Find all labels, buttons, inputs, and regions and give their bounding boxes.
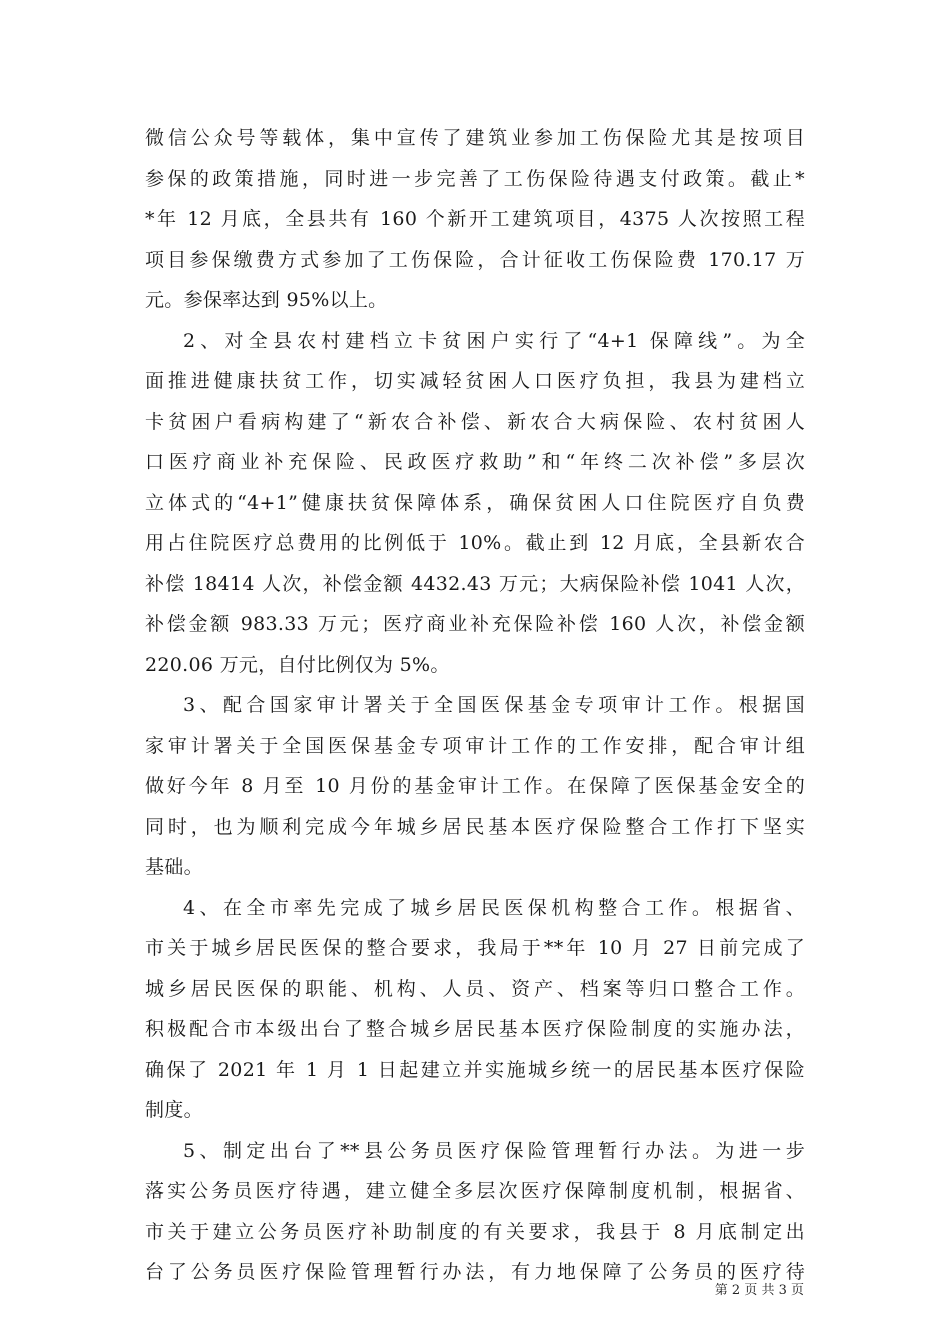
text-line: 做好今年 8 月至 10 月份的基金审计工作。在保障了医保基金安全的 bbox=[145, 775, 805, 797]
text-line: 参保的政策措施，同时进一步完善了工伤保险待遇支付政策。截止* bbox=[145, 167, 805, 190]
text-line: 用占住院医疗总费用的比例低于 10%。截止到 12 月底，全县新农合 bbox=[145, 532, 805, 554]
text-line: 补偿 18414 人次，补偿金额 4432.43 万元；大病保险补偿 1041 人次， bbox=[145, 572, 805, 595]
text-line: 落实公务员医疗待遇，建立健全多层次医疗保障制度机制，根据省、 bbox=[145, 1180, 805, 1202]
text-line: *年 12 月底，全县共有 160 个新开工建筑项目，4375 人次按照工程 bbox=[145, 208, 805, 230]
text-line: 项目参保缴费方式参加了工伤保险，合计征收工伤保险费 170.17 万 bbox=[145, 248, 805, 271]
paragraph-3-heading-line: 3、配合国家审计署关于全国医保基金专项审计工作。根据国 bbox=[183, 694, 805, 716]
page-number: 第 2 页 共 3 页 bbox=[714, 1283, 804, 1298]
text-line: 元。参保率达到 95%以上。 bbox=[145, 289, 388, 311]
text-line: 家审计署关于全国医保基金专项审计工作的工作安排，配合审计组 bbox=[145, 734, 805, 757]
text-line: 积极配合市本级出台了整合城乡居民基本医疗保险制度的实施办法， bbox=[145, 1018, 805, 1040]
text-line: 市关于建立公务员医疗补助制度的有关要求，我县于 8 月底制定出 bbox=[145, 1220, 805, 1243]
text-line: 口医疗商业补充保险、民政医疗救助”和“年终二次补偿”多层次 bbox=[145, 451, 805, 473]
text-line: 基础。 bbox=[145, 856, 203, 878]
text-line: 确保了 2021 年 1 月 1 日起建立并实施城乡统一的居民基本医疗保险 bbox=[145, 1058, 805, 1081]
text-line: 面推进健康扶贫工作，切实减轻贫困人口医疗负担，我县为建档立 bbox=[145, 370, 805, 392]
paragraph-2-heading-line: 2、对全县农村建档立卡贫困户实行了“4+1 保障线”。为全 bbox=[183, 329, 805, 352]
paragraph-5-heading-line: 5、制定出台了**县公务员医疗保险管理暂行办法。为进一步 bbox=[183, 1139, 805, 1162]
text-line: 补偿金额 983.33 万元；医疗商业补充保险补偿 160 人次，补偿金额 bbox=[145, 613, 805, 635]
text-line: 微信公众号等载体，集中宣传了建筑业参加工伤保险尤其是按项目 bbox=[145, 127, 805, 149]
text-line: 市关于城乡居民医保的整合要求，我局于**年 10 月 27 日前完成了 bbox=[145, 937, 805, 959]
body-text bbox=[145, 118, 805, 1293]
text-line: 同时，也为顺利完成今年城乡居民基本医疗保险整合工作打下坚实 bbox=[145, 815, 805, 838]
paragraph-4-heading-line: 4、在全市率先完成了城乡居民医保机构整合工作。根据省、 bbox=[183, 896, 805, 919]
text-line: 立体式的“4+1”健康扶贫保障体系，确保贫困人口住院医疗自负费 bbox=[145, 491, 805, 514]
text-line: 220.06 万元，自付比例仅为 5%。 bbox=[145, 653, 450, 676]
text-line: 台了公务员医疗保险管理暂行办法，有力地保障了公务员的医疗待 bbox=[145, 1261, 805, 1283]
text-line: 卡贫困户看病构建了“新农合补偿、新农合大病保险、农村贫困人 bbox=[145, 410, 805, 433]
text-line: 制度。 bbox=[145, 1099, 203, 1121]
text-line: 城乡居民医保的职能、机构、人员、资产、档案等归口整合工作。 bbox=[145, 977, 805, 1000]
